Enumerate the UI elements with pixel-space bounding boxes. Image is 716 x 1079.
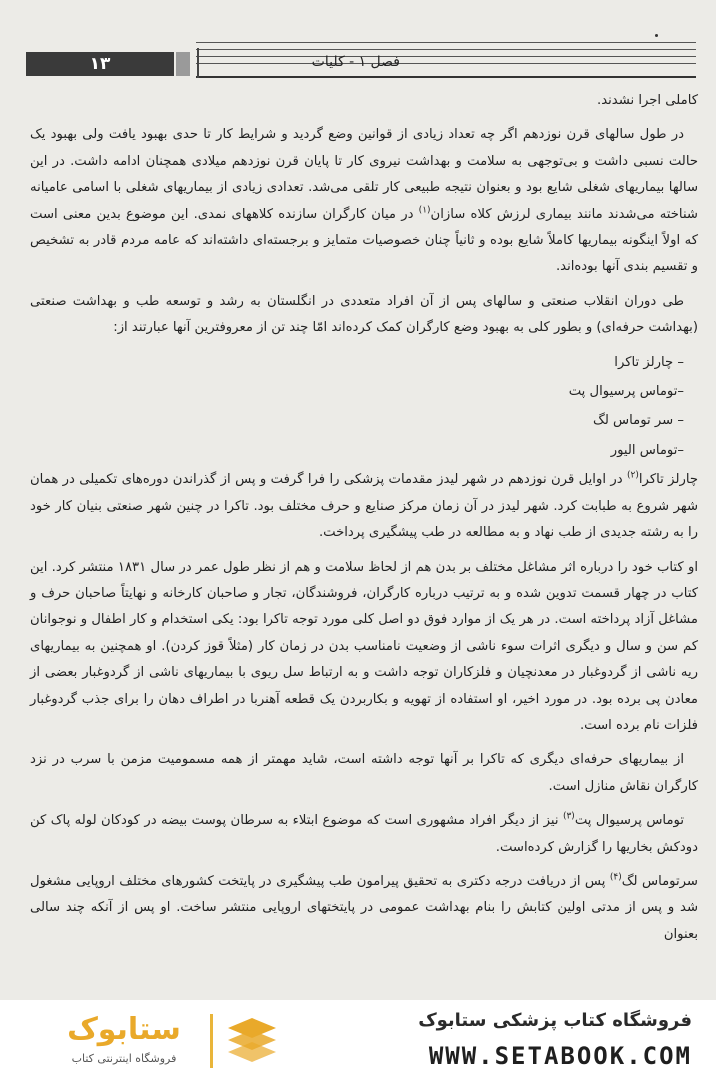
paragraph: سرتوماس لگ$^{(۴)}$ پس از دریافت درجه دکتری به تحقیق پیرامون طب پیشگیری در پایتخت کشورهای مختلف اروپایی مشغول شد و پس از مدتی اولین کتابش را بنام بهداشت عمومی در پایتختهای اروپایی منتشر ساخت. او پس از آنکه چند سالی بعنوان [30,872,698,942]
footnote-ref: (۱) [418,205,431,216]
paragraph: توماس پرسیوال پت$^{(۳)}$ نیز از دیگر افراد مشهوری است که موضوع ابتلاء به سرطان پوست بیضه در کودکان لوله پاک کن دودکش بخاریها را گزارش کرده‌است. [30,811,698,855]
header-dot [655,34,658,37]
footnote-ref: (۴) [609,872,622,883]
chapter-divider [197,48,199,78]
page-number: ۱۳ [26,52,174,76]
shop-name: فروشگاه کتاب پزشکی ستابوک [418,1010,692,1031]
page-body [30,88,698,1000]
paragraph: چارلز تاکرا$^{(۲)}$ در اوایل قرن نوزدهم در شهر لیدز مقدمات پزشکی را فرا گرفت و پس از گذراندن دوره‌های تکمیلی در همان شهر شروع به طبابت کرد. شهر لیدز در آن زمان مرکز صنایع و حرف مختلف بود. تاکرا در چنین شهر صنعتی بنیان کار خود را به رشته جدیدی از طب نهاد و به مطالعه در طب پیشگیری پرداخت. [30,470,698,541]
shop-url[interactable]: WWW.SETABOOK.COM [428,1042,692,1070]
chapter-title: فصل ۱ - کلیات [311,54,400,70]
list-item: – چارلز تاکرا [614,354,684,370]
paragraph: او کتاب خود را درباره اثر مشاغل مختلف بر بدن هم از لحاظ سلامت و هم از نظر طول عمر در سال ۱۸۳۱ منتشر کرد. این کتاب در چهار قسمت تدوین شده و به ترتیب درباره کارگران، فروشندگان، تجار و صاحبان کارخانه و نهایتاً صاحبان حرف و مشاغل آزاد پرداخته است. در هر یک از موارد فوق دو اصل کلی مورد توجه تاکرا بود: یکی استخدام و کار اطفال و نوجوانان کم سن و سال و دیگری اثرات سوء ناشی از وضعیت نامناسب بدن در زمان کار (مثلاً قوز کردن). او همچنین به بیماریهای ریه ناشی از گردوغبار در معدنچیان و فلزکاران توجه داشت و به ارتباط سل ریوی با بیماریهای ناشی از گردوغبار بعضی از معادن پی برده بود. در مورد اخیر، او استفاده از تهویه و بکاربردن یک قطعه آهنربا در اطراف دهان را برای جذب گردوغبار فلزات نام برده است. [30,559,698,733]
book-logo-icon [222,1014,282,1070]
list-item: –توماس پرسیوال پت [568,384,684,400]
store-banner [0,1000,716,1079]
paragraph: کاملی اجرا نشدند. [597,93,698,108]
pioneer-list [30,350,698,465]
paragraph: طی دوران انقلاب صنعتی و سالهای پس از آن افراد متعددی در انگلستان به رشد و توسعه طب و بهداشت صنعتی (بهداشت حرفه‌ای) و بطور کلی به بهبود وضع کارگران کمک کرده‌اند امّا چند تن از معروفترین آنها عبارتند از: [30,293,698,336]
paragraph: در طول سالهای قرن نوزدهم اگر چه تعداد زیادی از قوانین وضع گردید و شرایط کار تا حدی بهبود یافت ولی بهبود یک حالت نسبی داشت و بی‌توجهی به سلامت و بهداشت نیروی کار تا پایان قرن نوزدهم میلادی همچنان ادامه داشت. در این سالها بیماریهای شغلی شایع بود و بعنوان نتیجه طبیعی کار تلقی می‌شد. تعدادی زیادی از بیماریهای شغلی با اسامی عامیانه شناخته می‌شدند مانند بیماری لرزش کلاه سازان$^{(۱)}$ در میان کارگران سازنده کلاههای نمدی. این موضوع بدین معنی است که اولاً اینگونه بیماریها کاملاً شایع بوده و ثانیاً چنان خصوصیات متمایز و برجسته‌ای داشته‌اند که عامه مردم قادر به تشخیص و تقسیم بندی آنها بوده‌اند. [30,127,698,275]
brand-tagline: فروشگاه اینترنتی کتاب [71,1052,177,1065]
list-item: –توماس الیور [610,442,684,458]
brand-divider [210,1014,213,1068]
page-number-tab [176,52,190,76]
list-item: – سر توماس لگ [593,413,684,429]
footnote-ref: (۲) [627,470,639,481]
footnote-ref: (۳) [562,811,575,822]
brand-name: ستابوک [67,1012,181,1047]
paragraph: از بیماریهای حرفه‌ای دیگری که تاکرا بر آنها توجه داشته است، شاید مهمتر از همه مسمومیت مزمن با سرب در نزد کارگران نقاش منازل است. [30,752,698,794]
